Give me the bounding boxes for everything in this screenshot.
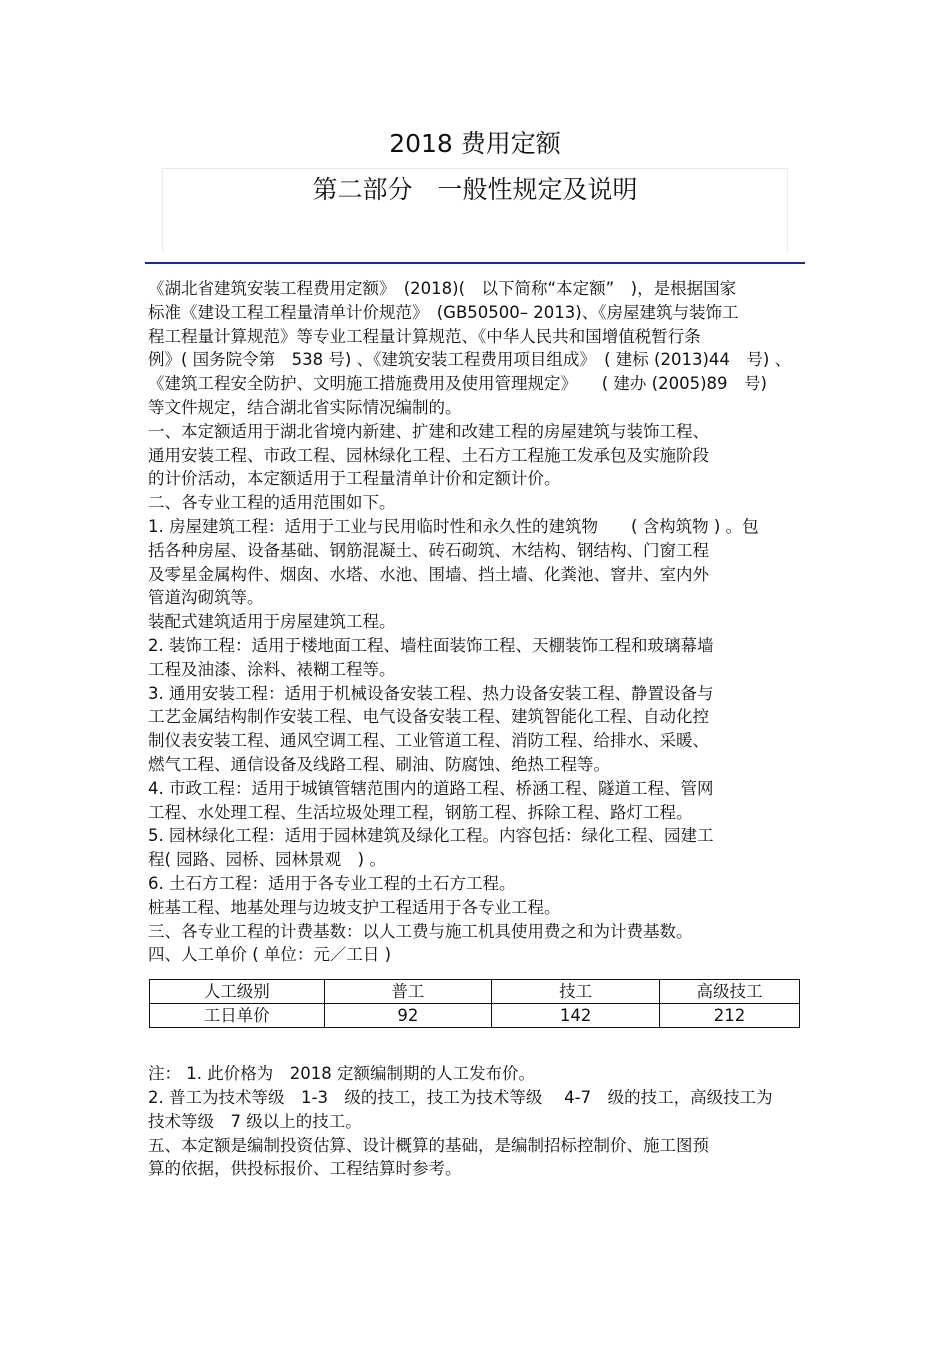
body-line: 二、各专业工程的适用范围如下。: [148, 493, 396, 513]
body-line: 括各种房屋、设备基础、钢筋混凝土、砖石砌筑、木结构、钢结构、门窗工程: [148, 540, 709, 560]
table-cell: 92: [324, 1004, 492, 1028]
body-line: 桩基工程、地基处理与边坡支护工程适用于各专业工程。: [148, 897, 561, 917]
body-line: 《建筑工程安全防护、文明施工措施费用及使用管理规定》 ( 建办 (2005)89 号): [148, 374, 767, 394]
body-line: 五、本定额是编制投资估算、设计概算的基础，是编制招标控制价、施工图预: [148, 1135, 709, 1155]
body-line: 注： 1. 此价格为 2018 定额编制期的人工发布价。: [148, 1064, 535, 1084]
body-line: 的计价活动，本定额适用于工程量清单计价和定额计价。: [148, 469, 561, 489]
body-line: 管道沟砌筑等。: [148, 588, 264, 608]
section-subtitle: 第二部分 一般性规定及说明: [312, 175, 638, 204]
table-row: [150, 1004, 800, 1028]
document-title: 2018 费用定额: [389, 129, 561, 158]
body-line: 燃气工程、通信设备及线路工程、刷油、防腐蚀、绝热工程等。: [148, 754, 610, 774]
body-line: 装配式建筑适用于房屋建筑工程。: [148, 612, 396, 632]
body-line: 通用安装工程、市政工程、园林绿化工程、土石方工程施工发承包及实施阶段: [148, 445, 709, 465]
table-header-row: [150, 980, 800, 1004]
table-header-cell: 普工: [324, 980, 492, 1004]
body-line: 3. 通用安装工程：适用于机械设备安装工程、热力设备安装工程、静置设备与: [148, 683, 714, 703]
table-header-cell: 人工级别: [150, 980, 325, 1004]
body-line: 程( 园路、园桥、园林景观 ) 。: [148, 850, 386, 870]
body-line: 工程及油漆、涂料、裱糊工程等。: [148, 659, 396, 679]
body-line: 工程、水处理工程、生活垃圾处理工程，钢筋工程、拆除工程、路灯工程。: [148, 802, 693, 822]
table-cell: 142: [492, 1004, 660, 1028]
body-line: 技术等级 7 级以上的技工。: [148, 1111, 362, 1131]
body-line: 一、本定额适用于湖北省境内新建、扩建和改建工程的房屋建筑与装饰工程、: [148, 421, 709, 441]
body-line: 2. 装饰工程：适用于楼地面工程、墙柱面装饰工程、天棚装饰工程和玻璃幕墙: [148, 635, 714, 655]
body-line: 4. 市政工程：适用于城镇管辖范围内的道路工程、桥涵工程、隧道工程、管网: [148, 778, 714, 798]
body-line: 制仪表安装工程、通风空调工程、工业管道工程、消防工程、给排水、采暖、: [148, 731, 709, 751]
header-divider: [145, 262, 805, 264]
body-line: 2. 普工为技术等级 1-3 级的技工，技工为技术等级 4-7 级的技工，高级技工为: [148, 1087, 773, 1107]
body-line: 四、人工单价 ( 单位：元／工日 ): [148, 945, 392, 965]
body-line: 工艺金属结构制作安装工程、电气设备安装工程、建筑智能化工程、自动化控: [148, 707, 709, 727]
body-line: 5. 园林绿化工程：适用于园林建筑及绿化工程。内容包括：绿化工程、园建工: [148, 826, 714, 846]
body-line: 标准《建设工程工程量清单计价规范》 (GB50500– 2013)、《房屋建筑与装饰工: [148, 302, 739, 322]
table-header-cell: 高级技工: [659, 980, 799, 1004]
body-line: 三、各专业工程的计费基数：以人工费与施工机具使用费之和为计费基数。: [148, 921, 693, 941]
table-cell: 工日单价: [150, 1004, 325, 1028]
body-line: 6. 土石方工程：适用于各专业工程的土石方工程。: [148, 873, 516, 893]
body-line: 算的依据，供投标报价、工程结算时参考。: [148, 1159, 462, 1179]
body-line: 例》( 国务院令第 538 号) 、《建筑安装工程费用项目组成》 ( 建标 (2013)44 号) 、: [148, 350, 792, 370]
document-body: [148, 277, 808, 1181]
body-line: 程工程量计算规范》等专业工程量计算规范、《中华人民共和国增值税暂行条: [148, 326, 701, 346]
table-cell: 212: [659, 1004, 799, 1028]
wage-table-container: [148, 967, 808, 1062]
body-line: 《湖北省建筑安装工程费用定额》 (2018)( 以下简称“本定额” )，是根据国家: [148, 279, 737, 298]
table-header-cell: 技工: [492, 980, 660, 1004]
body-line: 等文件规定，结合湖北省实际情况编制的。: [148, 397, 462, 417]
body-line: 1. 房屋建筑工程：适用于工业与民用临时性和永久性的建筑物 ( 含构筑物 ) 。包: [148, 516, 759, 536]
wage-table: [149, 979, 800, 1028]
body-line: 及零星金属构件、烟囱、水塔、水池、围墙、挡土墙、化粪池、窨井、室内外: [148, 564, 709, 584]
